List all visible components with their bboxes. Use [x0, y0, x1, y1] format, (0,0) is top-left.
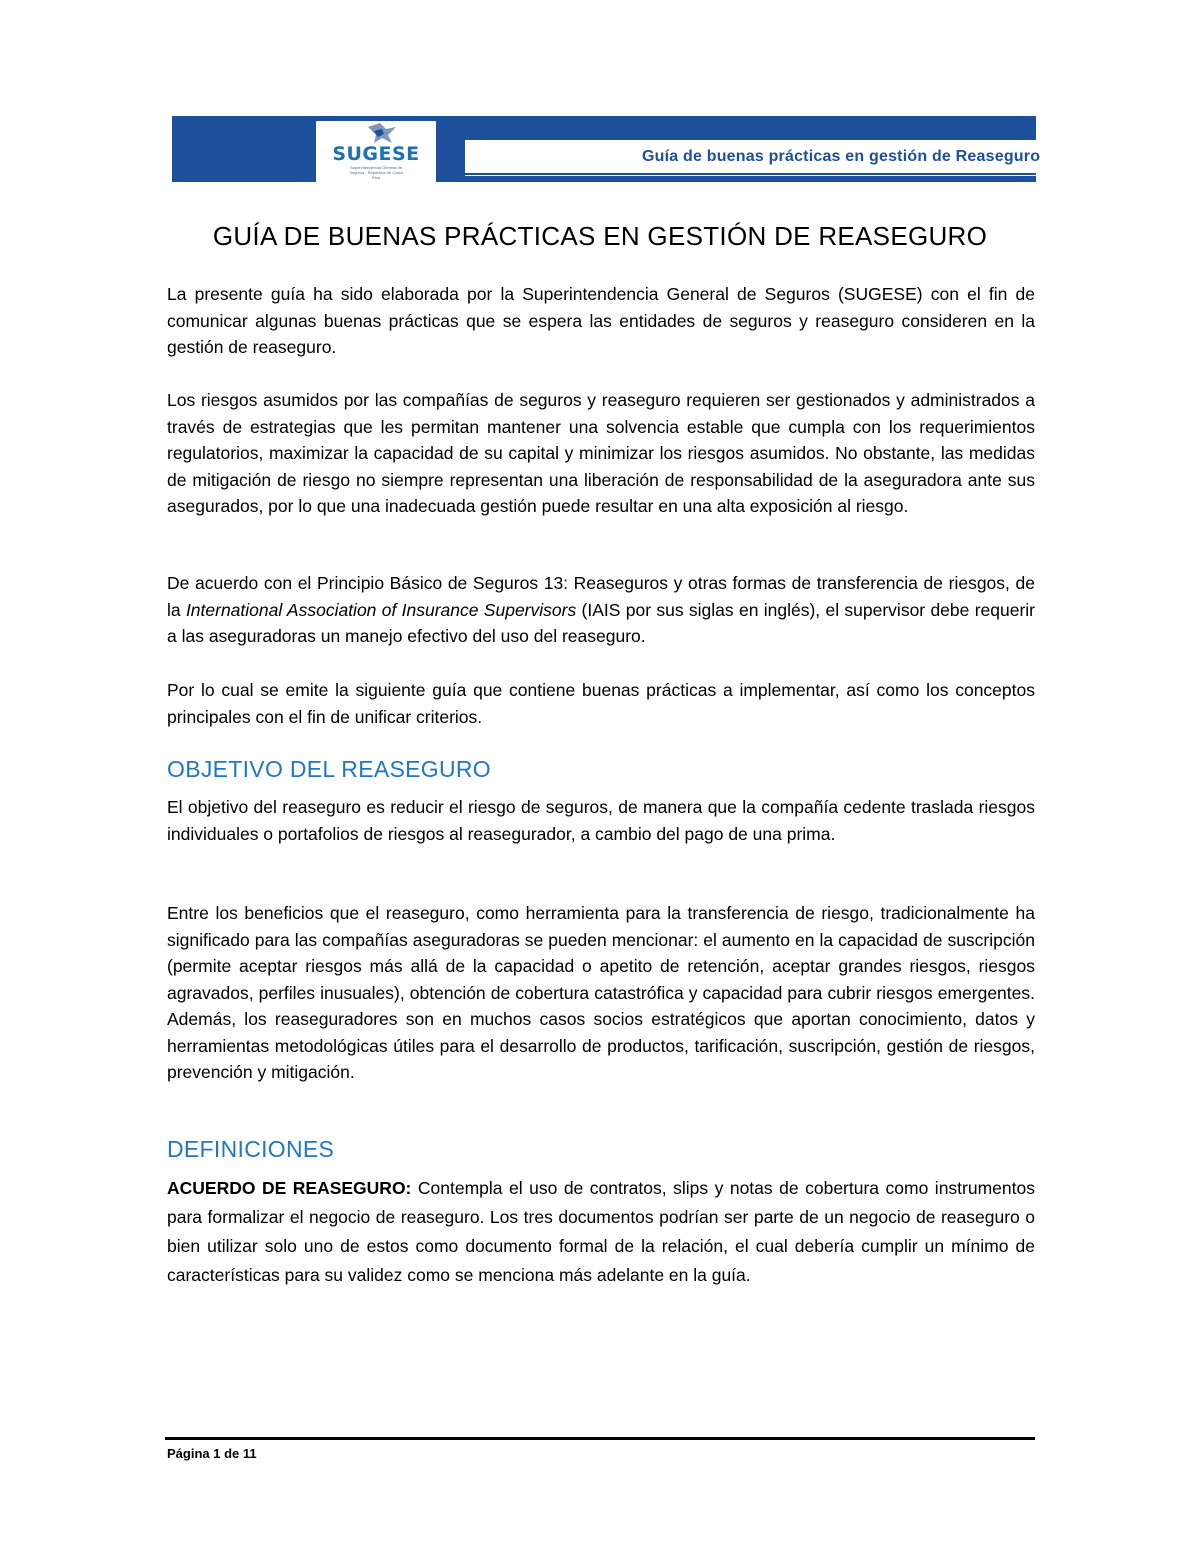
- objective-paragraph-2: Entre los beneficios que el reaseguro, como herramienta para la transferencia de riesgo, tradicionalmente ha significado para las compañías aseguradoras se pueden mencionar: el aumento en la capacidad de suscripción (permite aceptar riesgos más allá de la capacidad o apetito de retención, aceptar grandes riesgos, riesgos agravados, perfiles inusuales), obtención de cobertura catastrófica y capacidad para cubrir riesgos emergentes. Además, los reaseguradores son en muchos casos socios estratégicos que aportan conocimiento, datos y herramientas metodológicas útiles para el desarrollo de productos, tarificación, suscripción, gestión de riesgos, prevención y mitigación.: [167, 903, 1035, 1082]
- document-title: GUÍA DE BUENAS PRÁCTICAS EN GESTIÓN DE REASEGURO: [212, 221, 988, 251]
- sugese-logo: [316, 121, 436, 182]
- principle-organization: International Association of Insurance Supervisors: [185, 599, 577, 620]
- principle-text-after: (IAIS por sus siglas en inglés), el supervisor debe requerir a las aseguradoras un manejo efectivo del uso del reaseguro.: [167, 599, 1035, 646]
- logo-subtitle: Superintendencia General de Seguros · República de Costa Rica: [349, 165, 403, 180]
- intro-paragraph-1: La presente guía ha sido elaborada por la Superintendencia General de Seguros (SUGESE) con el fin de comunicar algunas buenas prácticas que se espera las entidades de seguros y reaseguro consideren en la gestión de reaseguro.: [167, 284, 1035, 357]
- page-number: Página 1 de 11: [167, 1446, 257, 1461]
- objective-heading: OBJETIVO DEL REASEGURO: [167, 756, 491, 782]
- footer-rule: [165, 1437, 1035, 1440]
- principle-text-before: De acuerdo con el Principio Básico de Seguros 13: Reaseguros y otras formas de transferencia de riesgos, de la: [167, 573, 1035, 620]
- definition-term: ACUERDO DE REASEGURO:: [167, 1178, 412, 1198]
- logo-wordmark: SUGESE: [332, 143, 420, 165]
- header-underline: [465, 173, 1036, 175]
- principle-paragraph: [167, 570, 1035, 650]
- objective-paragraph-1: El objetivo del reaseguro es reducir el riesgo de seguros, de manera que la compañía cedente traslada riesgos individuales o portafolios de riesgos al reasegurador, a cambio del pago de una prima.: [167, 797, 1035, 844]
- header-title-panel: [465, 140, 1041, 176]
- definitions-heading: DEFINICIONES: [167, 1136, 335, 1162]
- definition-text: Contempla el uso de contratos, slips y notas de cobertura como instrumentos para formalizar el negocio de reaseguro. Los tres documentos podrían ser parte de un negocio de reaseguro o bien utilizar solo uno de estos como documento formal de la relación, el cual debería cumplir un mínimo de características para su validez como se menciona más adelante en la guía.: [167, 1178, 1035, 1285]
- definition-paragraph: [167, 1174, 1035, 1290]
- header-band: [172, 116, 1041, 182]
- closing-intro-paragraph: Por lo cual se emite la siguiente guía que contiene buenas prácticas a implementar, así como los conceptos principales con el fin de unificar criterios.: [167, 680, 1035, 727]
- intro-paragraph-2: Los riesgos asumidos por las compañías de seguros y reaseguro requieren ser gestionados y administrados a través de estrategias que les permitan mantener una solvencia estable que cumpla con los requerimientos regulatorios, maximizar la capacidad de su capital y minimizar los riesgos asumidos. No obstante, las medidas de mitigación de riesgo no siempre representan una liberación de responsabilidad de la aseguradora ante sus asegurados, por lo que una inadecuada gestión puede resultar en una alta exposición al riesgo.: [167, 390, 1035, 516]
- header-title: Guía de buenas prácticas en gestión de Reaseguro: [642, 148, 1041, 165]
